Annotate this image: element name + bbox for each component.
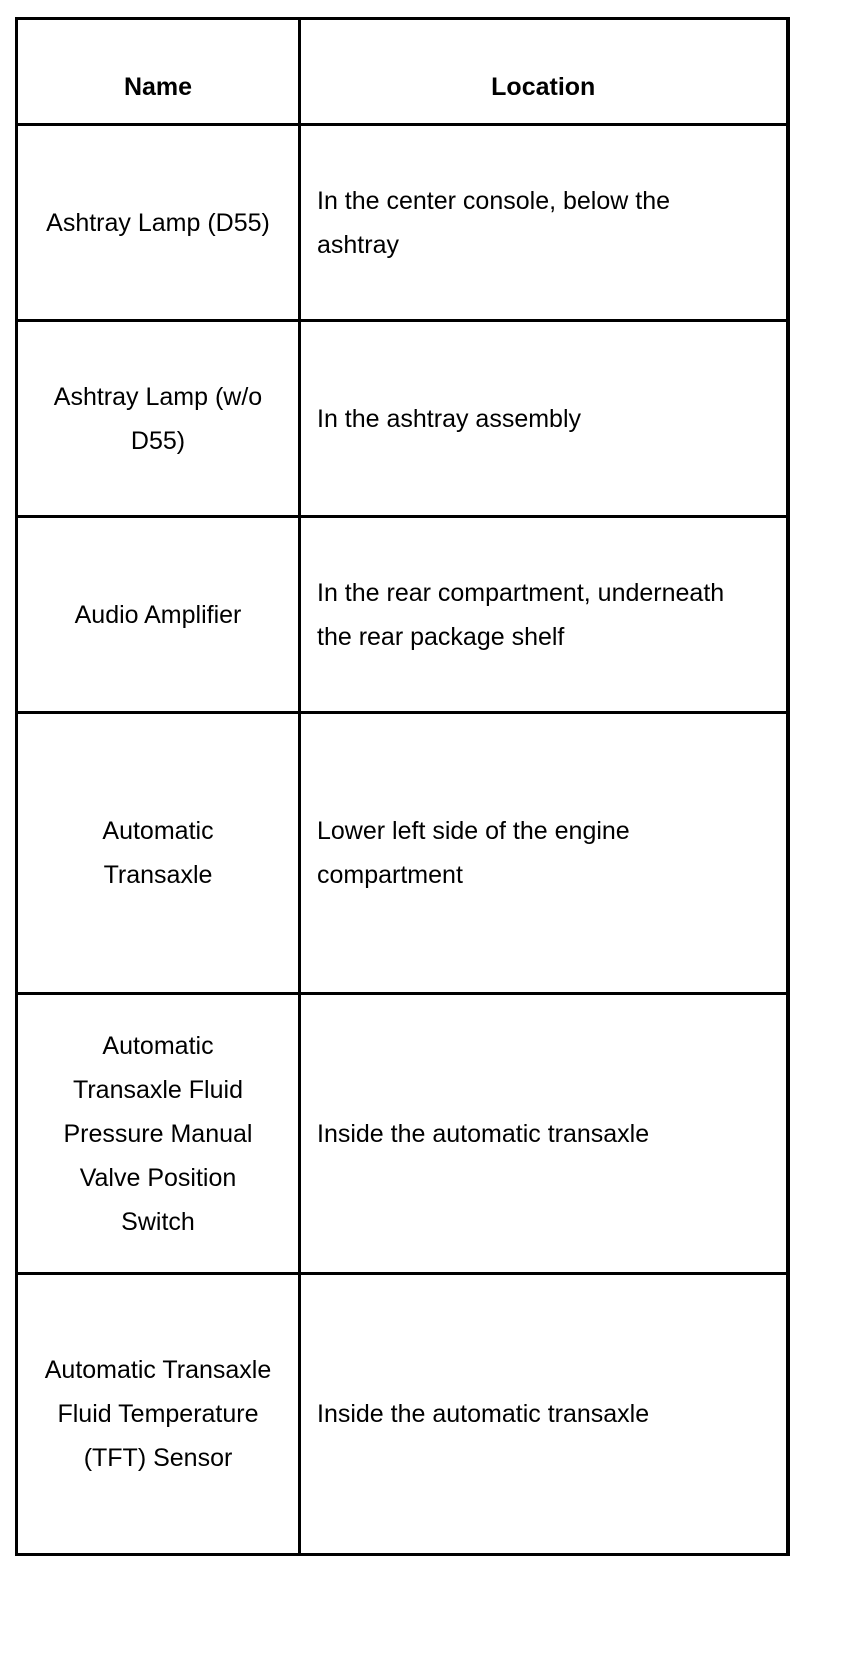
name-cell xyxy=(17,713,300,994)
component-location: In the center console, below the ashtray xyxy=(317,186,671,259)
component-name: Ashtray Lamp (D55) xyxy=(46,208,270,237)
component-name: Automatic Transaxle Fluid Pressure Manual Valve Position Switch xyxy=(63,1031,253,1236)
component-name: Audio Amplifier xyxy=(74,600,242,629)
table-row xyxy=(17,321,788,517)
component-location: Inside the automatic transaxle xyxy=(317,1400,650,1428)
table-row xyxy=(17,125,788,321)
component-name: Automatic Transaxle Fluid Temperature (TFT) Sensor xyxy=(44,1356,272,1472)
table-row xyxy=(17,994,788,1274)
name-header-label: Name xyxy=(123,73,193,101)
component-location-table xyxy=(15,17,790,1556)
table-row xyxy=(17,517,788,713)
name-cell xyxy=(17,321,300,517)
location-cell xyxy=(300,1274,788,1555)
header-row xyxy=(17,19,788,125)
name-cell xyxy=(17,1274,300,1555)
component-name: Automatic Transaxle xyxy=(102,817,214,889)
name-cell xyxy=(17,994,300,1274)
component-name: Ashtray Lamp (w/o D55) xyxy=(53,382,263,455)
name-cell xyxy=(17,517,300,713)
location-cell xyxy=(300,994,788,1274)
location-cell xyxy=(300,517,788,713)
location-cell xyxy=(300,713,788,994)
component-location: Lower left side of the engine compartment xyxy=(317,817,630,889)
component-location: Inside the automatic transaxle xyxy=(317,1119,650,1148)
table-row xyxy=(17,1274,788,1555)
name-column-header xyxy=(17,19,300,125)
location-header-label: Location xyxy=(491,73,596,101)
component-location: In the rear compartment, underneath the rear package shelf xyxy=(317,578,725,651)
name-cell xyxy=(17,125,300,321)
table-row xyxy=(17,713,788,994)
component-location: In the ashtray assembly xyxy=(317,404,582,433)
location-cell xyxy=(300,321,788,517)
location-cell xyxy=(300,125,788,321)
location-column-header xyxy=(300,19,788,125)
